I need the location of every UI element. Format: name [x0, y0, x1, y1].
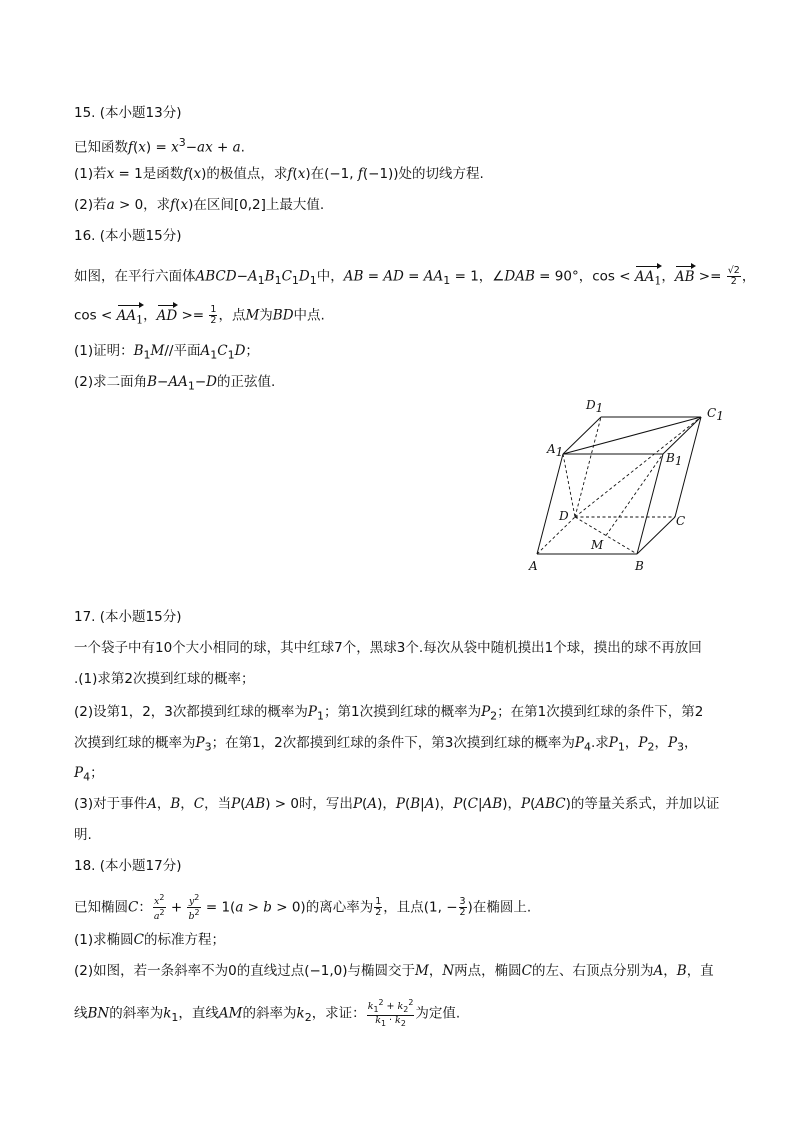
- label-D1: D1: [586, 398, 604, 415]
- parallelepiped-figure: [525, 392, 730, 577]
- q18-part2-line2: 线BN的斜率为$k_1$，直线AM的斜率为$k_2$，求证： $\frac{k_1^2 + k_2^2}{k_1 \cdot k_2}$ 为定值.: [74, 998, 461, 1028]
- edge-M-B1: [606, 454, 663, 536]
- q15-part2: (2)若a > 0，求f(x)在区间[0,2]上最大值.: [74, 197, 325, 213]
- edge-D-D1: [575, 417, 601, 517]
- q17-part2-line1: (2)设第1，2，3次都摸到红球的概率为$P_1$；第1次摸到红球的概率为$P_2$；在第1次摸到红球的条件下，第2: [74, 704, 704, 723]
- q17-part2-line2: 次摸到红球的概率为$P_3$；在第1，2次都摸到红球的条件下，第3次摸到红球的概率为$P_4$.求$P_1$，$P_2$，$P_3$，: [74, 735, 698, 754]
- edge-A1-C1: [563, 417, 701, 454]
- label-A1: A1: [547, 442, 564, 459]
- q17-header: 17. (本小题15分): [74, 609, 182, 625]
- q16-part1: (1)证明：$B_1M//$平面$A_1C_1D$；: [74, 343, 259, 362]
- q18-part1: (1)求椭圆C的标准方程；: [74, 932, 225, 948]
- q18-stem: 已知椭圆C： $\frac{x^2}{a^2}$ + $\frac{y^2}{b^2}$ = 1(a > b > 0)的离心率为 $\frac{1}{2}$ ，且点(1, − $\frac{3}{2}$ )在椭圆上.: [74, 893, 532, 923]
- label-B1: B1: [666, 451, 683, 468]
- edge-A-A1: [537, 454, 563, 554]
- label-C: C: [676, 514, 686, 528]
- label-C1: C1: [707, 406, 724, 423]
- q15-stem: 已知函数$f(x) = x^3-ax + a$.: [74, 136, 245, 156]
- edge-B-B1: [637, 454, 663, 554]
- q17-stem-line1: 一个袋子中有10个大小相同的球，其中红球7个，黑球3个.每次从袋中随机摸出1个球，摸出的球不再放回: [74, 640, 702, 656]
- q16-stem-line2: $\cos < AA_1$，AD >= $\frac{1}{2}$ ，点M为BD中点.: [74, 305, 325, 330]
- q15-part1: (1)若x = 1是函数f(x)的极值点，求f(x)在(−1, f(−1))处的切线方程.: [74, 166, 484, 182]
- q18-header: 18. (本小题17分): [74, 858, 182, 874]
- edge-A-D: [537, 517, 575, 554]
- q15-header: 15. (本小题13分): [74, 105, 182, 121]
- q16-part2: (2)求二面角$B-AA_1-D$的正弦值.: [74, 374, 276, 393]
- q17-part3-line1: (3)对于事件A，B，C，当P(AB) > 0时，写出P(A)，P(B|A)，P(C|AB)，P(ABC)的等量关系式，并加以证: [74, 796, 720, 812]
- q17-stem-line2: .(1)求第2次摸到红球的概率；: [74, 671, 255, 687]
- label-B: B: [635, 559, 644, 573]
- q16-stem-line1: 如图，在平行六面体$ABCD-A_1B_1C_1D_1$中，AB = AD = $AA_1 = 1$，∠DAB = 90°，$\cos < AA_1$，AB >= $\frac{√2}{2}$ ，: [74, 266, 755, 291]
- q17-part2-line3: $P_4$；: [74, 765, 104, 784]
- q16-header: 16. (本小题15分): [74, 228, 182, 244]
- edge-B-C: [637, 517, 675, 554]
- edge-A1-D: [563, 454, 575, 517]
- q17-part3-line2: 明.: [74, 827, 92, 843]
- label-M: M: [591, 538, 604, 552]
- label-A: A: [529, 559, 538, 573]
- q18-part2-line1: (2)如图，若一条斜率不为0的直线过点(−1,0)与椭圆交于M，N两点，椭圆C的左、右顶点分别为A，B，直: [74, 963, 714, 979]
- label-D: D: [559, 509, 569, 523]
